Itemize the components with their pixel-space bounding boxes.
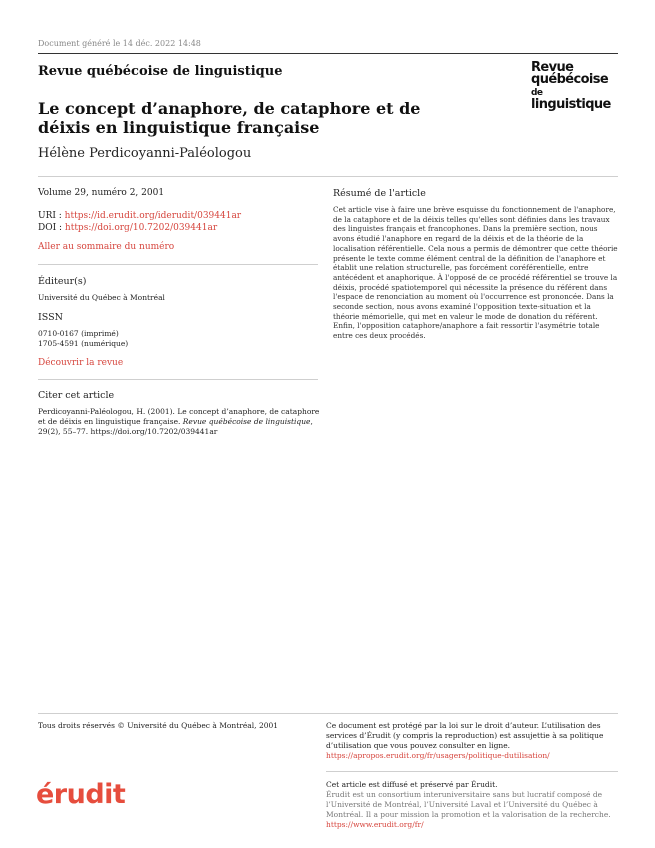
abstract-heading: Résumé de l'article (333, 188, 426, 199)
publisher-name: Université du Québec à Montréal (38, 293, 165, 302)
header-rule (38, 53, 618, 54)
issn-print: 0710-0167 (imprimé) (38, 329, 119, 338)
left-rule-2 (38, 379, 318, 380)
citation-part-2: , 29(2), 55–77. https://doi.org/10.7202/039441ar (38, 417, 313, 436)
copyright-text: Ce document est protégé par la loi sur le droit d’auteur. L’utilisation des services d’Érudit (y compris la reproduction) est assujettie à sa politique d’utilisation que vous pouvez consulter en ligne. (326, 721, 604, 750)
generation-date: Document généré le 14 déc. 2022 14:48 (38, 39, 201, 48)
erudit-description (326, 790, 618, 830)
copyright-notice (326, 721, 616, 761)
logo-small-de: de (531, 88, 543, 98)
uri-label: URI : (38, 211, 65, 221)
discover-link[interactable]: Découvrir la revue (38, 358, 124, 368)
uri-link[interactable]: https://id.erudit.org/iderudit/039441ar (64, 211, 242, 221)
erudit-description-text: Érudit est un consortium interuniversitaire sans but lucratif composé de l’Université de Montréal, l’Université Laval et l’Université du Québec à Montréal. Il a pour mission la promotion et la valorisation de la recherche. (326, 790, 611, 819)
issn-digital: 1705-4591 (numérique) (38, 339, 129, 348)
volume-info: Volume 29, numéro 2, 2001 (38, 188, 165, 198)
erudit-logo: érudit (36, 779, 126, 810)
logo-line-1: Revue (531, 60, 574, 75)
publisher-heading: Éditeur(s) (38, 276, 87, 287)
left-rule-1 (38, 264, 318, 265)
abstract-text: Cet article vise à faire une brève esquisse du fonctionnement de l'anaphore, de la cataphore et de la déixis telles qu'elles sont définies dans les travaux des linguistes français et francophones. Dans la première section, nous avons étudié l'anaphore en regard de la déixis et de la théorie de la localisation référentielle. Cela nous a permis de démontrer que cette théorie présente le texte comme élément central de la définition de l'anaphore et établit une relation structurelle, pas forcément coréférentielle, entre antécédent et anaphorique. À l'opposé de ce procédé référentiel se trouve la déixis, procédé spatiotemporel qui nécessite la présence du référent dans l'espace de renonciation au moment où l'occurrence est prononcée. Dans la seconde section, nous avons examiné l'opposition texte-situation et la théorie mémorielle, qui met en valeur le mode de donation du référent. Enfin, l'opposition cataphore/anaphore a fait ressortir l'asymétrie totale entre ces deux procédés. (333, 205, 618, 341)
issn-values (38, 329, 128, 349)
journal-logo (531, 62, 621, 111)
footer-rule-2 (326, 771, 618, 772)
citation-journal: Revue québécoise de linguistique (182, 417, 311, 426)
issn-heading: ISSN (38, 312, 63, 323)
article-title: Le concept d’anaphore, de cataphore et de déixis en linguistique française (38, 99, 421, 137)
citation-part-1: Perdicoyanni-Paléologou, H. (2001). Le concept d’anaphore, de cataphore et de déixis en linguistique française. (38, 407, 320, 426)
doi-link[interactable]: https://doi.org/10.7202/039441ar (64, 223, 218, 233)
toc-link[interactable]: Aller au sommaire du numéro (38, 242, 175, 252)
footer-rule (38, 713, 618, 714)
cite-heading: Citer cet article (38, 390, 115, 401)
journal-name: Revue québécoise de linguistique (38, 64, 283, 79)
usage-policy-link[interactable]: https://apropos.erudit.org/fr/usagers/politique-dutilisation/ (326, 751, 550, 760)
logo-line-2: québécoise de (531, 72, 609, 98)
section-rule (38, 176, 618, 177)
diffusion-heading: Cet article est diffusé et préservé par Érudit. (326, 780, 498, 789)
article-author: Hélène Perdicoyanni-Paléologou (38, 146, 252, 161)
erudit-link[interactable]: https://www.erudit.org/fr/ (326, 820, 424, 829)
logo-line-3: linguistique (531, 97, 611, 112)
identifiers (38, 210, 241, 234)
rights-text: Tous droits réservés © Université du Québec à Montréal, 2001 (38, 721, 279, 730)
citation-text (38, 407, 323, 437)
doi-label: DOI : (38, 223, 65, 233)
